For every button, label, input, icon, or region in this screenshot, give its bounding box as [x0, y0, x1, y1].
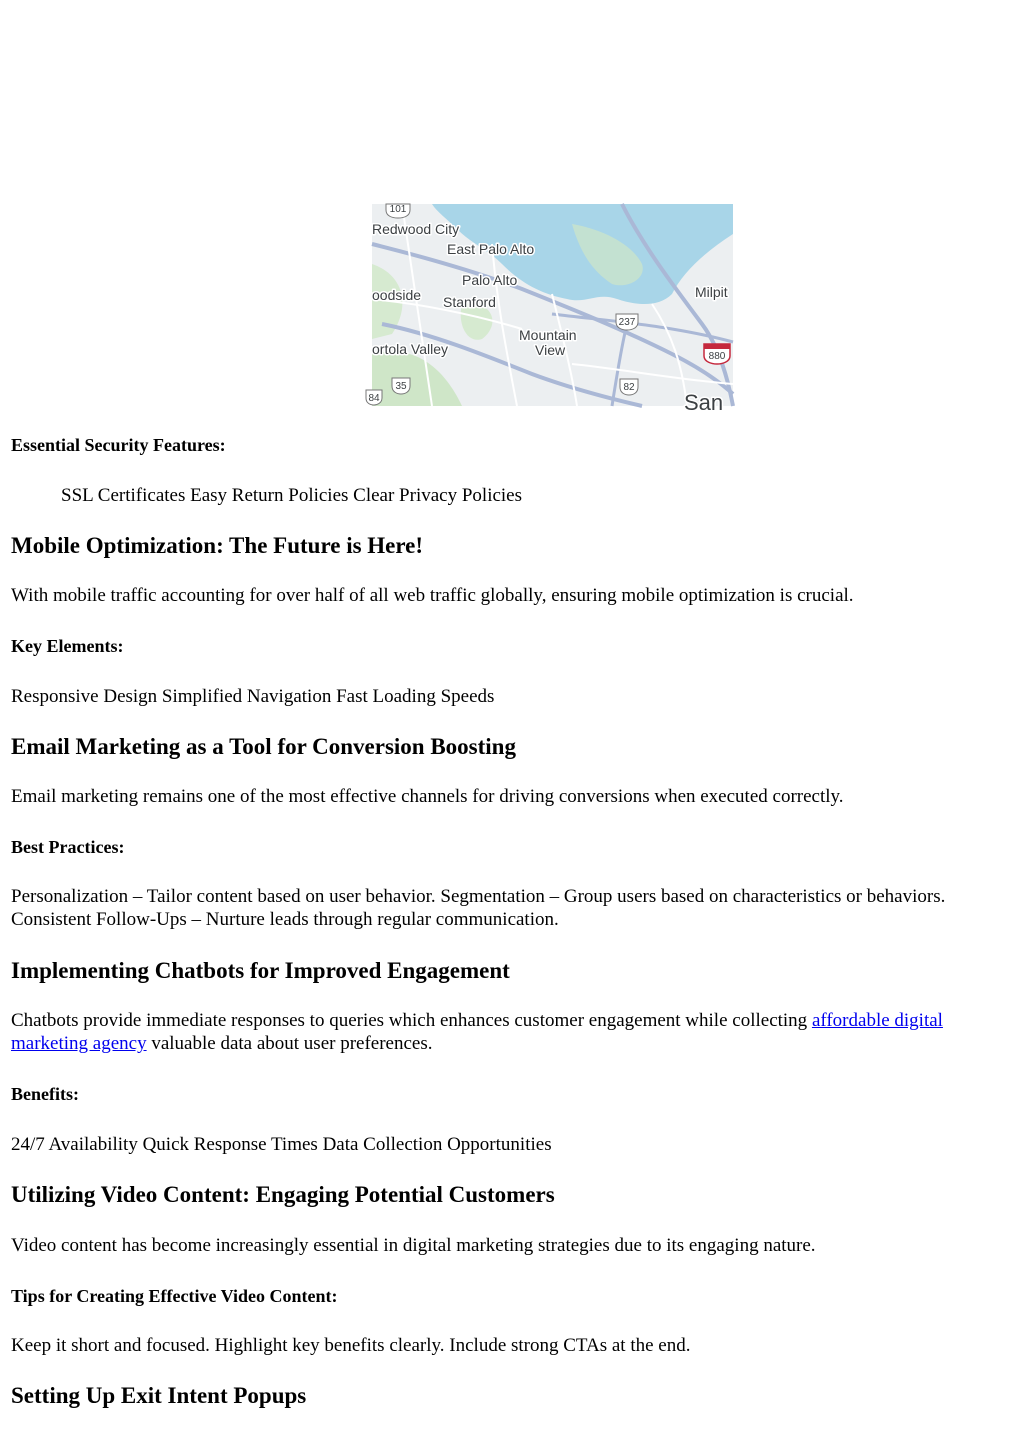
best-practices-heading: Best Practices:: [11, 837, 125, 857]
chatbots-heading: Implementing Chatbots for Improved Engagement: [11, 958, 510, 983]
map-svg: [368, 204, 733, 415]
map-label-portola-valley: ortola Valley: [372, 341, 449, 357]
exit-intent-heading: Setting Up Exit Intent Popups: [11, 1383, 307, 1408]
map-label-mountain: Mountain: [519, 327, 577, 343]
shield-82: [620, 379, 638, 395]
svg-text:101: 101: [389, 204, 407, 215]
map-label-woodside: oodside: [372, 287, 422, 303]
chatbots-text: [11, 1009, 974, 1055]
video-tips-list: Keep it short and focused. Highlight key benefits clearly. Include strong CTAs at the end.: [11, 1335, 691, 1356]
map-label-redwood-city: Redwood City: [372, 221, 460, 237]
security-list: SSL Certificates Easy Return Policies Clear Privacy Policies: [61, 485, 523, 506]
shield-84: [366, 390, 382, 405]
map-label-east-palo-alto: East Palo Alto: [447, 241, 535, 257]
key-elements-list: Responsive Design Simplified Navigation Fast Loading Speeds: [11, 686, 495, 707]
map-image: [368, 204, 733, 415]
map-label-palo-alto: Palo Alto: [462, 272, 518, 288]
map-label-stanford: Stanford: [443, 294, 496, 310]
mobile-text: With mobile traffic accounting for over half of all web traffic globally, ensuring mobile optimization is crucial.: [11, 585, 854, 606]
key-elements-heading: Key Elements:: [11, 636, 124, 656]
video-text: Video content has become increasingly essential in digital marketing strategies due to its engaging nature.: [11, 1235, 816, 1256]
svg-text:82: 82: [623, 382, 635, 393]
svg-text:237: 237: [618, 317, 636, 328]
security-heading: Essential Security Features:: [11, 435, 226, 455]
video-tips-heading: Tips for Creating Effective Video Content:: [11, 1286, 338, 1306]
svg-text:880: 880: [708, 351, 726, 362]
benefits-list: 24/7 Availability Quick Response Times Data Collection Opportunities: [11, 1134, 552, 1155]
shield-101: [386, 204, 410, 218]
shield-880: [704, 344, 730, 364]
map-label-milpitas: Milpit: [695, 284, 728, 300]
map-label-san: San: [684, 390, 724, 415]
benefits-heading: Benefits:: [11, 1084, 79, 1104]
email-heading: Email Marketing as a Tool for Conversion Boosting: [11, 734, 516, 759]
best-practices-list: Personalization – Tailor content based on user behavior. Segmentation – Group users based on characteristics or behaviors. Consistent Follow-Ups – Nurture leads through regular communication.: [11, 886, 946, 930]
svg-text:84: 84: [368, 393, 380, 404]
map-label-view: View: [535, 342, 566, 358]
shield-35: [392, 378, 410, 394]
shield-237: [616, 314, 638, 330]
svg-text:35: 35: [395, 381, 407, 392]
mobile-heading: Mobile Optimization: The Future is Here!: [11, 533, 424, 558]
video-heading: Utilizing Video Content: Engaging Potential Customers: [11, 1182, 555, 1207]
chatbots-text-before: Chatbots provide immediate responses to queries which enhances customer engagement while collecting: [11, 1010, 812, 1031]
chatbots-text-after: valuable data about user preferences.: [146, 1033, 433, 1054]
affordable-digital-marketing-agency-link[interactable]: affordable digital marketing agency: [11, 1010, 943, 1054]
email-text: Email marketing remains one of the most effective channels for driving conversions when executed correctly.: [11, 786, 844, 807]
